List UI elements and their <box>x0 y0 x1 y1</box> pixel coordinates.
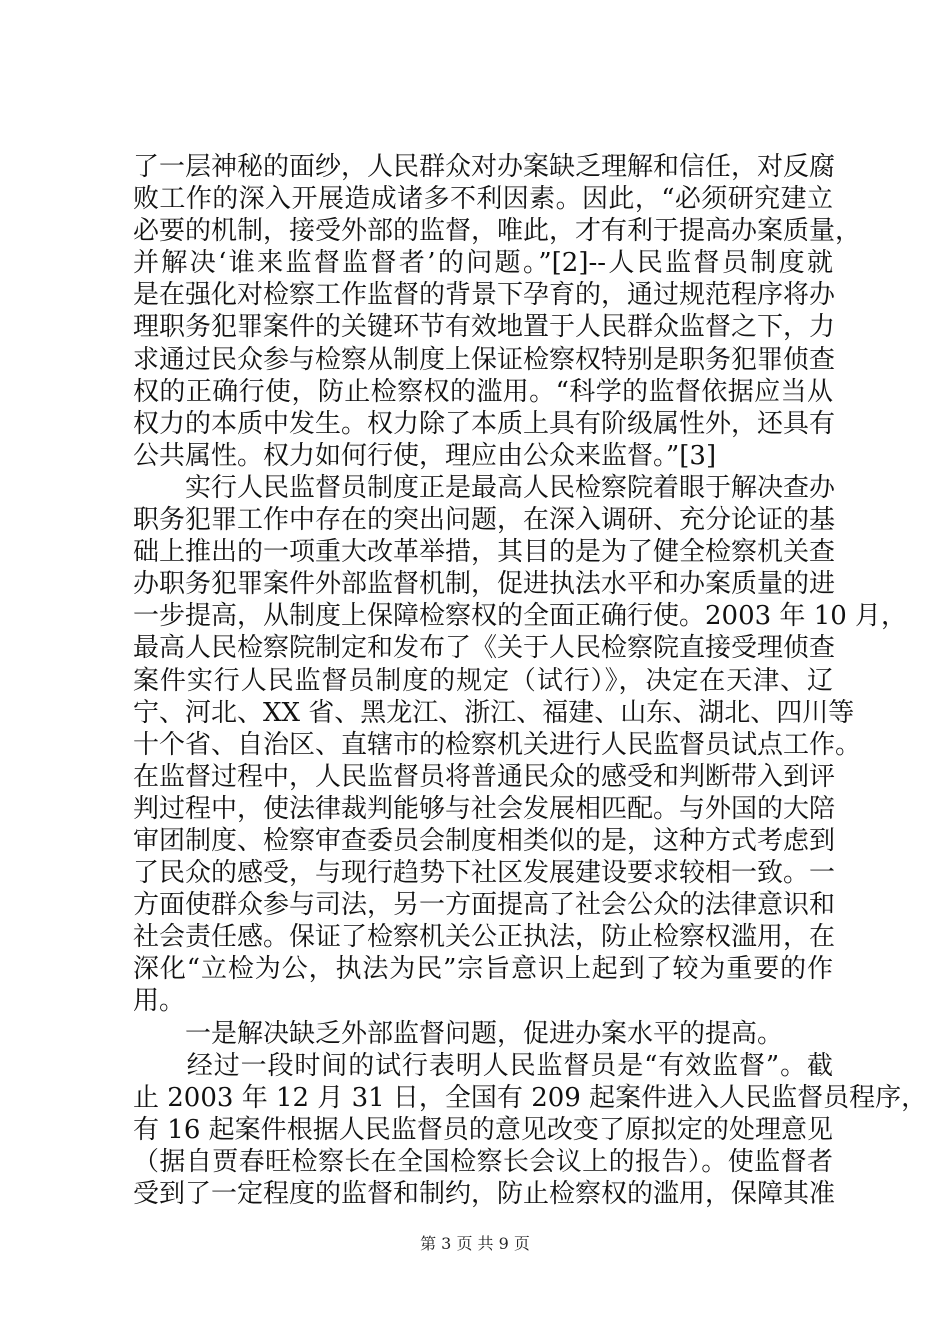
text-line: 职务犯罪工作中存在的突出问题，在深入调研、充分论证的基 <box>133 505 836 536</box>
text-line: 用。 <box>133 986 186 1017</box>
text-line: 受到了一定程度的监督和制约，防止检察权的滥用，保障其准 <box>133 1179 836 1209</box>
text-line: 权力的本质中发生。权力除了本质上具有阶级属性外，还具有 <box>133 408 836 439</box>
text-line: 办职务犯罪案件外部监督机制，促进执法水平和办案质量的进 <box>133 569 836 600</box>
text-line: 最高人民检察院制定和发布了《关于人民检察院直接受理侦查 <box>133 633 836 664</box>
text-line: 了一层神秘的面纱，人民群众对办案缺乏理解和信任，对反腐 <box>133 152 836 182</box>
text-line: 社会责任感。保证了检察机关公正执法，防止检察权滥用，在 <box>133 922 836 953</box>
text-line: 经过一段时间的试行表明人民监督员是“有效监督”。截 <box>133 1050 833 1081</box>
text-line: 必要的机制，接受外部的监督，唯此，才有利于提高办案质量， <box>133 216 862 247</box>
text-line: 础上推出的一项重大改革举措，其目的是为了健全检察机关查 <box>133 537 836 568</box>
text-line: 败工作的深入开展造成诸多不利因素。因此，“必须研究建立 <box>133 184 833 215</box>
text-line: 在监督过程中，人民监督员将普通民众的感受和判断带入到评 <box>133 761 836 792</box>
text-line: 深化“立检为公，执法为民”宗旨意识上起到了较为重要的作 <box>133 954 833 985</box>
text-line: 有 16 起案件根据人民监督员的意见改变了原拟定的处理意见 <box>133 1114 833 1145</box>
text-line: 方面使群众参与司法，另一方面提高了社会公众的法律意识和 <box>133 890 836 921</box>
text-line: 权的正确行使，防止检察权的滥用。“科学的监督依据应当从 <box>133 376 833 407</box>
text-line: 判过程中，使法律裁判能够与社会发展相匹配。与外国的大陪 <box>133 793 836 824</box>
text-line: （据自贾春旺检察长在全国检察长会议上的报告）。使监督者 <box>133 1146 833 1177</box>
text-line: 实行人民监督员制度正是最高人民检察院着眼于解决查办 <box>133 472 836 503</box>
text-line: 一步提高，从制度上保障检察权的全面正确行使。2003 年 10 月， <box>133 601 908 632</box>
page-footer <box>0 1234 950 1254</box>
page-number: 第 3 页 共 9 页 <box>420 1234 530 1253</box>
text-line: 十个省、自治区、直辖市的检察机关进行人民监督员试点工作。 <box>133 729 862 760</box>
document-body <box>133 151 928 1210</box>
text-line: 宁、河北、XX 省、黑龙江、浙江、福建、山东、湖北、四川等 <box>133 697 855 728</box>
text-line: 求通过民众参与检察从制度上保证检察权特别是职务犯罪侦查 <box>133 344 836 375</box>
text-line: 审团制度、检察审查委员会制度相类似的是，这种方式考虑到 <box>133 825 836 856</box>
text-line: 理职务犯罪案件的关键环节有效地置于人民群众监督之下，力 <box>133 312 836 343</box>
text-line: 并解决‘谁来监督监督者’的问题。”[2]--人民监督员制度就 <box>133 248 833 279</box>
text-line: 一是解决缺乏外部监督问题，促进办案水平的提高。 <box>133 1018 784 1049</box>
text-line: 公共属性。权力如何行使，理应由公众来监督。”[3] <box>133 440 717 471</box>
text-line: 案件实行人民监督员制度的规定（试行）》，决定在天津、辽 <box>133 665 833 696</box>
text-line: 止 2003 年 12 月 31 日，全国有 209 起案件进入人民监督员程序， <box>133 1082 928 1113</box>
text-line: 是在强化对检察工作监督的背景下孕育的，通过规范程序将办 <box>133 280 836 311</box>
text-line: 了民众的感受，与现行趋势下社区发展建设要求较相一致。一 <box>133 858 836 889</box>
